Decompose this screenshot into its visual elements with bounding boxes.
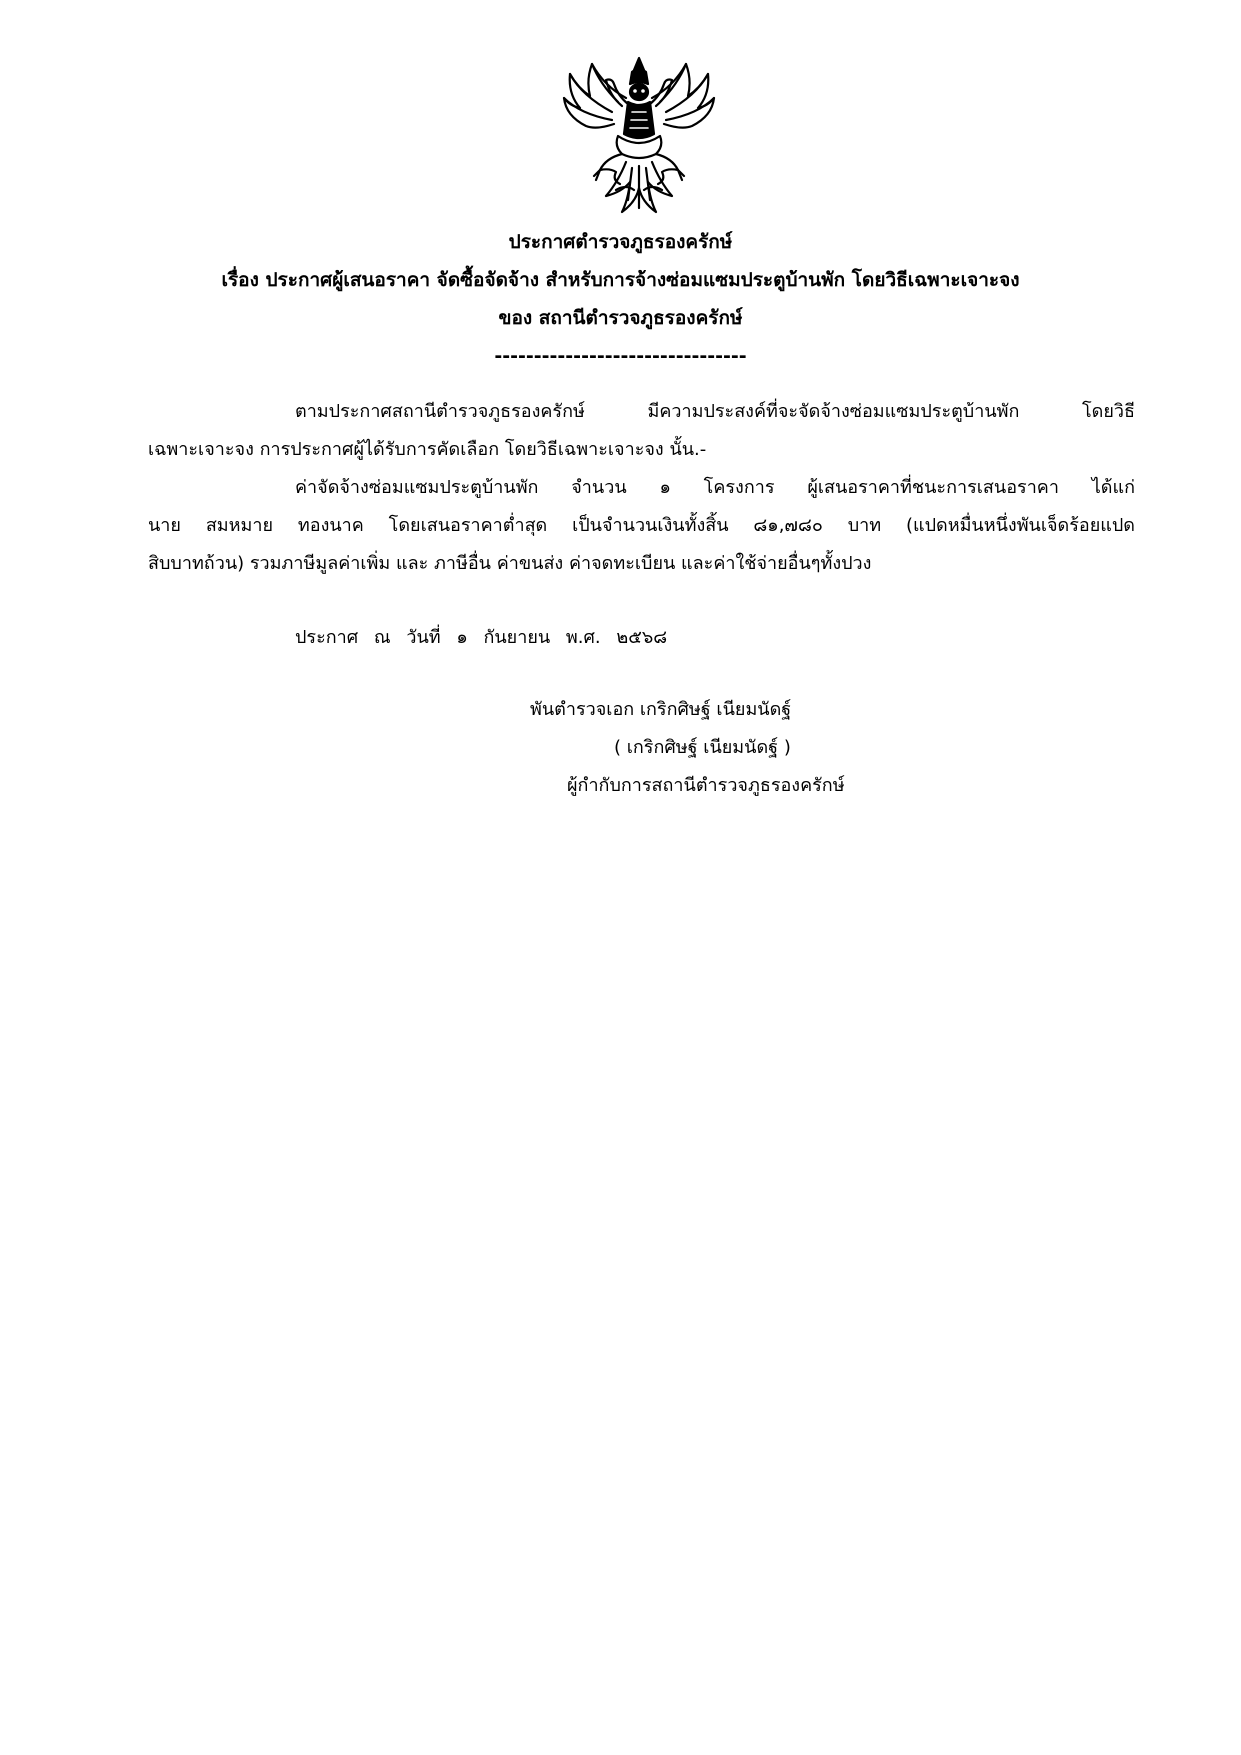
garuda-emblem-icon: [556, 50, 722, 216]
paragraph-2-line-2: นาย สมหมาย ทองนาค โดยเสนอราคาต่ำสุด เป็นจำนวนเงินทั้งสิ้น ๘๑,๗๘๐ บาท (แปดหมื่นหนึ่งพันเจ็ดร้อยแปด: [148, 515, 1135, 536]
paragraph-1-line-1: ตามประกาศสถานีตำรวจภูธรองครักษ์ มีความประสงค์ที่จะจัดจ้างซ่อมแซมประตูบ้านพัก โดยวิธี: [295, 401, 1135, 422]
signer-position: ผู้กำกับการสถานีตำรวจภูธรองครักษ์: [567, 775, 845, 796]
header-divider: --------------------------------: [494, 345, 747, 367]
announcement-issuer: ของ สถานีตำรวจภูธรองครักษ์: [498, 307, 743, 329]
signer-name-parenthetical: ( เกริกศิษฐ์ เนียมนัดฐ์ ): [614, 737, 791, 758]
announcement-title: ประกาศตำรวจภูธรองครักษ์: [508, 231, 733, 253]
announcement-date: ประกาศ ณ วันที่ ๑ กันยายน พ.ศ. ๒๕๖๘: [295, 627, 668, 648]
paragraph-2-line-1: ค่าจัดจ้างซ่อมแซมประตูบ้านพัก จำนวน ๑ โครงการ ผู้เสนอราคาที่ชนะการเสนอราคา ได้แก่: [295, 477, 1135, 498]
announcement-subject: เรื่อง ประกาศผู้เสนอราคา จัดซื้อจัดจ้าง สำหรับการจ้างซ่อมแซมประตูบ้านพัก โดยวิธีเฉพาะเจาะจง: [221, 269, 1020, 291]
signer-rank-name: พันตำรวจเอก เกริกศิษฐ์ เนียมนัดฐ์: [530, 699, 792, 720]
paragraph-1-line-2: เฉพาะเจาะจง การประกาศผู้ได้รับการคัดเลือก โดยวิธีเฉพาะเจาะจง นั้น.-: [148, 439, 707, 460]
paragraph-2-line-3: สิบบาทถ้วน) รวมภาษีมูลค่าเพิ่ม และ ภาษีอื่น ค่าขนส่ง ค่าจดทะเบียน และค่าใช้จ่ายอื่นๆทั้งปวง: [148, 553, 872, 574]
